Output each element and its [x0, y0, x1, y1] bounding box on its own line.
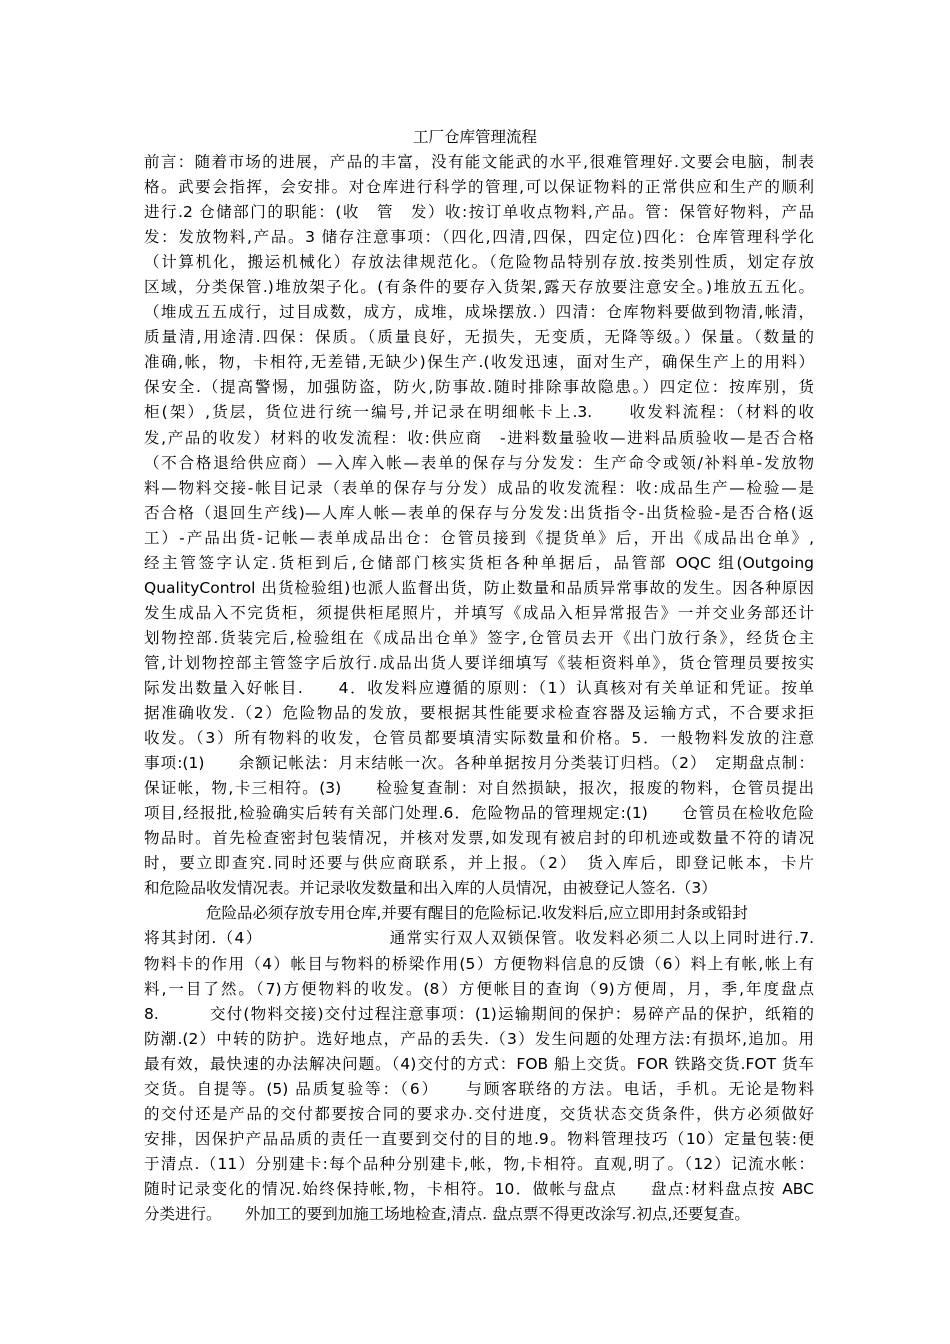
- body-line: 质量清,用途清.四保：保质。（质量良好，无损失，无变质，无降等级。）保量。（数量的: [144, 328, 814, 347]
- body-line: 随时记录变化的情况.始终保持帐,物，卡相符。10．做帐与盘点 盘点:材料盘点按 ABC: [144, 1179, 814, 1198]
- body-line: 最有效，最快速的办法解决问题。（4)交付的方式：FOB 船上交货。FOR 铁路交货.FOT 货车: [144, 1054, 814, 1073]
- body-line: 和危险品收发情况表。并记录收发数量和出入库的人员情况，由被登记人签名.（3）: [144, 879, 717, 898]
- body-line: QualityControl 出货检验组)也派人监督出货，防止数量和品质异常事故的发生。因各种原因: [144, 578, 814, 597]
- body-line: 进行.2 仓储部门的职能：(收 管 发）收:按订单收点物料,产品。管：保管好物料，产品: [144, 203, 814, 222]
- body-line: 安排，因保护产品品质的责任一直要到交付的目的地.9。物料管理技巧（10）定量包装:便: [144, 1129, 814, 1148]
- document-body: [144, 150, 814, 1227]
- body-line: 管,计划物控部主管签字后放行.成品出货人要详细填写《装柜资料单》，货仓管理员要按实: [144, 653, 814, 672]
- body-line: 否合格（退回生产线)—人库人帐—表单的保存与分发发:出货指令-出货检验-是否合格(返: [144, 503, 814, 522]
- body-line: 际发出数量入好帐目. 4．收发料应遵循的原则：（1）认真核对有关单证和凭证。按单: [144, 678, 814, 697]
- body-line: 将其封闭.（4） 通常实行双人双锁保管。收发料必须二人以上同时进行.7.: [144, 929, 814, 948]
- body-line: 发,产品的收发）材料的收发流程：收:供应商 -进料数量验收—进料品质验收—是否合格: [144, 428, 814, 447]
- body-line: 交货。自提等。(5) 品质复验等：（6） 与顾客联络的方法。电话，手机。无论是物料: [144, 1079, 814, 1098]
- body-line: 项目,经报批,检验确实后转有关部门处理.6．危险物品的管理规定:(1) 仓管员在检收危险: [144, 804, 814, 823]
- body-line: 8. 交付(物料交接)交付过程注意事项：(1)运输期间的保护：易碎产品的保护，纸箱的: [144, 1004, 814, 1023]
- body-line: （计算机化，搬运机械化）存放法律规范化。（危险物品特别存放.按类别性质，划定存放: [144, 253, 814, 272]
- body-line: 据准确收发.（2）危险物品的发放，要根据其性能要求检查容器及运输方式，不合要求拒: [144, 704, 814, 723]
- body-line: 料—物料交接-帐目记录（表单的保存与分发）成品的收发流程：收:成品生产—检验—是: [144, 478, 814, 497]
- body-line: 发：发放物料,产品。3 储存注意事项：（四化,四清,四保，四定位)四化：仓库管理科学化: [144, 228, 814, 247]
- body-line: 经主管签字认定.货柜到后,仓储部门核实货柜各种单据后，品管部 OQC 组(Outgoing: [144, 553, 814, 572]
- body-line: 准确,帐，物，卡相符,无差错,无缺少)保生产.(收发迅速，面对生产，确保生产上的用料）: [144, 353, 814, 372]
- body-line: 的交付还是产品的交付都要按合同的要求办.交付进度，交货状态交货条件，供方必须做好: [144, 1104, 814, 1123]
- body-line: （不合格退给供应商）—入库入帐—表单的保存与分发发：生产命令或领/补料单-发放物: [144, 453, 814, 472]
- body-line: 物料卡的作用（4）帐目与物料的桥梁作用(5）方便物料信息的反馈（6）料上有帐,帐上有: [144, 954, 814, 973]
- body-line: 事项:(1) 余额记帐法：月末结帐一次。各种单据按月分类装订归档。（2） 定期盘点制：: [144, 754, 814, 773]
- body-line: 格。武要会指挥，会安排。对仓库进行科学的管理,可以保证物料的正常供应和生产的顺利: [144, 178, 814, 197]
- body-line: 时，要立即查究.同时还要与供应商联系，并上报。（2） 货入库后，即登记帐本，卡片: [144, 854, 814, 873]
- body-line: 于清点.（11）分别建卡:每个品种分别建卡,帐，物,卡相符。直观,明了。（12）记流水帐：: [144, 1154, 814, 1173]
- body-line: （堆成五五成行，过目成数，成方，成堆，成垛摆放.）四清：仓库物料要做到物清,帐清，: [144, 303, 814, 322]
- document-title: 工厂仓库管理流程: [412, 128, 537, 146]
- body-line: 前言：随着市场的进展，产品的丰富，没有能文能武的水平,很难管理好.文要会电脑，制表: [144, 153, 814, 171]
- body-line: 分类进行。 外加工的要到加施工场地检查,清点. 盘点票不得更改涂写.初点,还要复查。: [144, 1204, 750, 1223]
- body-line: 收发。（3）所有物料的收发，仓管员都要填清实际数量和价格。5．一般物料发放的注意: [144, 729, 814, 748]
- body-line: 保证帐，物,卡三相符。(3) 检验复查制：对自然损缺，报次，报废的物料，仓管员提出: [144, 779, 814, 798]
- body-line: 工）-产品出货-记帐—表单成品出仓：仓管员接到《提货单》后，开出《成品出仓单》,: [144, 528, 814, 547]
- body-line: 危险品必须存放专用仓库,并要有醒目的危险标记.收发料后,应立即用封条或铅封: [144, 904, 748, 923]
- body-line: 防潮.(2）中转的防护。选好地点，产品的丢失.（3）发生问题的处理方法:有损坏,追加。用: [144, 1029, 814, 1048]
- body-line: 柜(架）,货层，货位进行统一编号,并记录在明细帐卡上.3. 收发料流程：（材料的收: [144, 403, 814, 422]
- body-line: 区域，分类保管.)堆放架子化。(有条件的要存入货架,露天存放要注意安全。)堆放五五化。: [144, 278, 814, 297]
- body-line: 发生成品入不完货柜，须提供柜尾照片，并填写《成品入柜异常报告》一并交业务部还计: [144, 603, 814, 622]
- body-line: 划物控部.货装完后,检验组在《成品出仓单》签字,仓管员去开《出门放行条》，经货仓主: [144, 628, 814, 647]
- body-line: 料,一目了然。（7)方便物料的收发。(8）方便帐目的查询（9)方便周，月，季,年度盘点: [144, 979, 814, 998]
- body-line: 物品时。首先检查密封包装情况，并核对发票,如发现有被启封的印机迹或数量不符的请况: [144, 829, 814, 848]
- body-line: 保安全.（提高警惕，加强防盗，防火,防事故.随时排除事故隐患。）四定位：按库别，货: [144, 378, 814, 397]
